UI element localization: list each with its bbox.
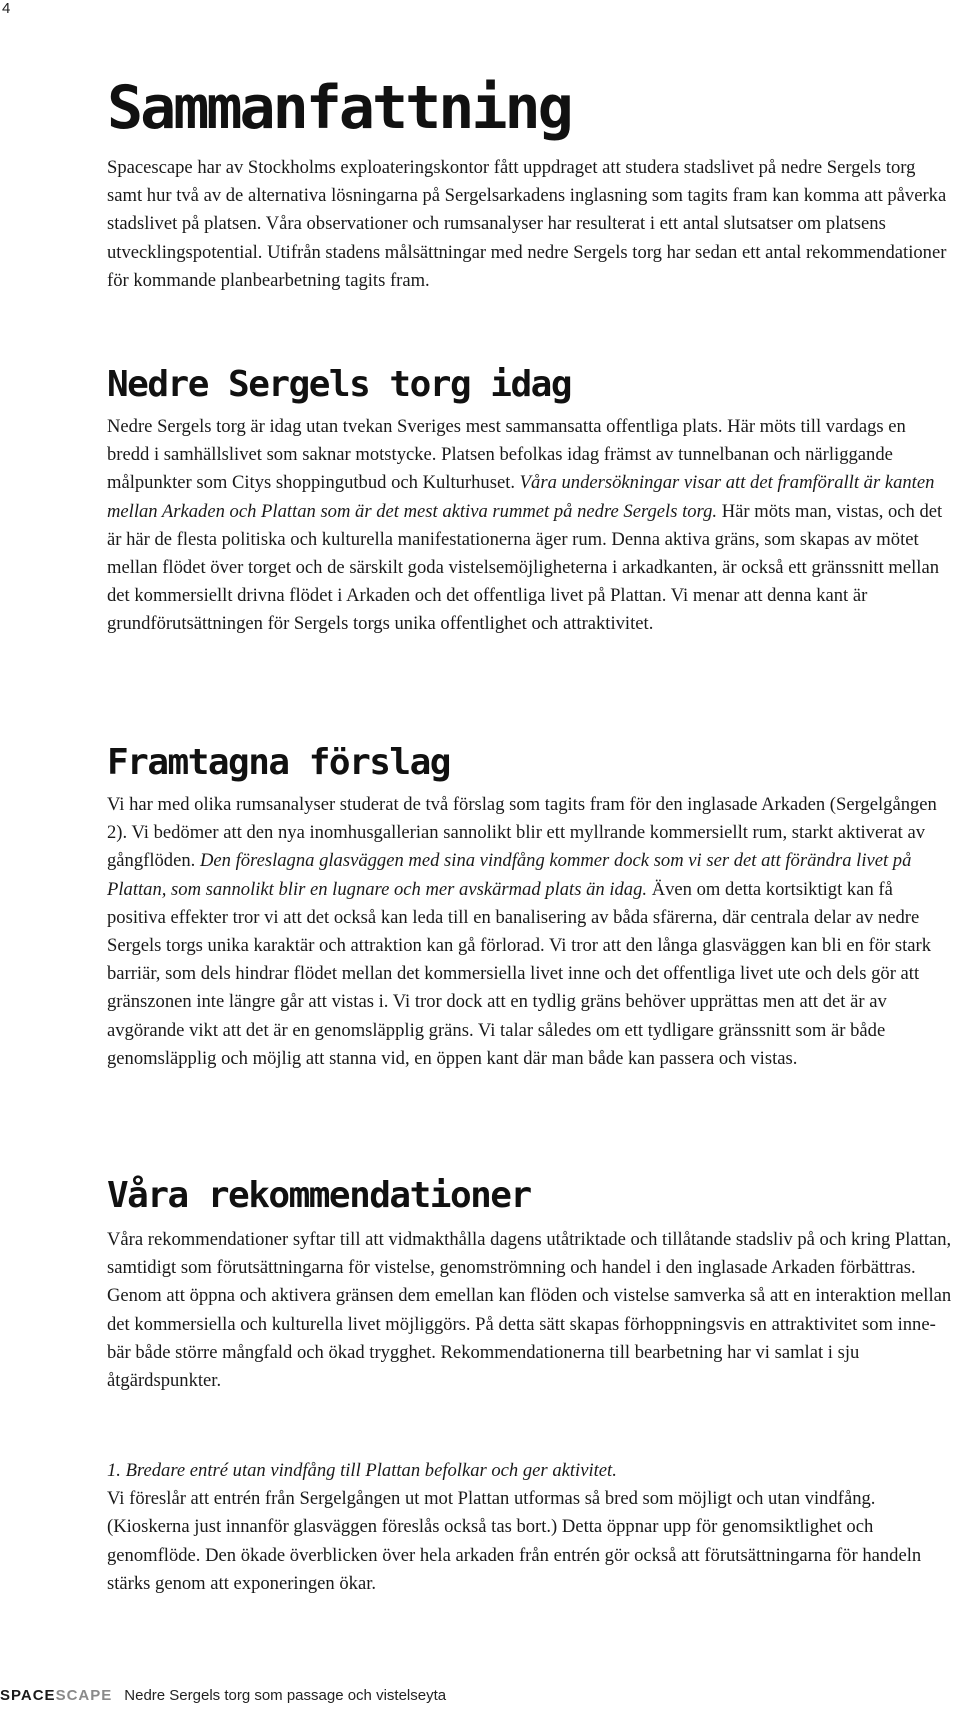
paragraph-run: Även om detta kortsiktigt kan få positiva effekter tror vi att det också kan leda till en banalisering av båda sfärerna, där centrala delar av nedre Sergels torgs unika karaktär och attraktion kan gå förlorad. Vi tror att den långa glasväggen kan bli en för stark barriär, som dels hindrar flödet mellan det kommersiella livet inne och det offentliga livet ute och dels gör att gränszonen inte längre går att vistas i. Vi tror dock att en tydlig gräns behöver upprättas men att det är av avgörande vikt att det är en genomsläpplig gräns. Vi talar således om ett tydligare gränssnitt som är både genomsläpplig och möjlig att stanna vid, en öppen kant där man både kan passera och vistas. bbox=[107, 878, 931, 1069]
paragraph-run: Spacescape har av Stockholms exploateringskontor fått uppdraget att studera stadslivet på nedre Sergels torg samt hur två av de alternativa lösningarna på Sergelsarkadens inglasning som tagits fram kan komma att påverka stadslivet på platsen. Våra observationer och rumsanalyser har resulterat i ett antal slutsatser om platsens utvecklingspotential. Utifrån stadens målsättningar med nedre Sergels torg har sedan ett antal rekommendationer för kommande planbearbetning tagits fram. bbox=[107, 157, 947, 291]
recommendation-1-title: 1. Bredare entré utan vindfång till Plattan befolkar och ger aktivitet. bbox=[107, 1460, 617, 1481]
heading-framtagna-forslag: Framtagna förslag bbox=[107, 742, 450, 783]
paragraph-run: Vi har med olika rumsanalyser studerat de två förslag som tagits fram för den inglasade Arkaden (Sergelgången 2). Vi bedömer att den nya inomhusgallerian sannolikt blir ett myllrande kommersiellt rum, starkt aktiverat av gångflöden. bbox=[107, 794, 937, 872]
paragraph-run: Våra rekommendationer syftar till att vidmakthålla dagens utåtriktade och tillåtande stadsliv på och kring Plattan, samtidigt som förutsättningarna för vistelse, genomströmning och handel i den inglasade Arkaden förbättras. Genom att öppna och aktivera gränsen dem emellan kan flöden och vistelse samverka så att en interaktion mellan det kommersiella och kulturella livet möjliggörs. På detta sätt skapas förhoppningsvis en attraktivitet som innebär både större mångfald och ökad trygghet. Rekommendationerna till bearbetning har vi samlat i sju åtgärdspunkter. bbox=[107, 1229, 952, 1392]
paragraph-vara-rekommendationer bbox=[107, 1226, 952, 1395]
recommendation-1-body: Vi föreslår att entrén från Sergelgången ut mot Plattan utformas så bred som möjligt och utan vindfång. (Kioskerna just innanför glasväggen föreslås också tas bort.) Detta öppnar upp för genomsiktlighet och genomflöde. Den ökade överblicken över hela arkaden från entrén gör också att förutsättningarna för handeln stärks genom att exponeringen ökar. bbox=[107, 1488, 922, 1594]
heading-sammanfattning: Sammanfattning bbox=[107, 73, 571, 143]
page-number: 4 bbox=[2, 0, 11, 17]
footer-brand-space: SPACE bbox=[0, 1687, 56, 1704]
paragraph-italic-run: Våra undersökningar visar att det framförallt är kanten mellan Arkaden och Plattan som är det mest aktiva rummet på nedre Sergels torg. bbox=[107, 472, 935, 522]
paragraph-run: Här möts man, vistas, och det är här de flesta politiska och kulturella manifestationerna äger rum. Denna aktiva gräns, som skapas av mötet mellan flödet över torget och de särskilt goda vistelsemöjligheterna i arkadkanten, är också ett gränssnitt mellan det kommersiellt drivna flödet i Arkaden och det offentliga livet på Plattan. Vi menar att denna kant är grundförutsättningen för Sergels torgs unika offentlighet och attraktivitet. bbox=[107, 500, 943, 635]
recommendation-1 bbox=[107, 1457, 952, 1598]
paragraph-run: Nedre Sergels torg är idag utan tvekan Sveriges mest sammansatta offentliga plats. Här möts till vardags en bredd i samhällslivet som saknar motstycke. Platsen befolkas idag främst av tunnelbanan och närliggande målpunkter som Citys shoppingutbud och Kulturhuset. bbox=[107, 416, 906, 494]
heading-nedre-sergels-torg-idag: Nedre Sergels torg idag bbox=[107, 364, 571, 405]
heading-vara-rekommendationer: Våra rekommendationer bbox=[107, 1175, 531, 1216]
paragraph-nedre-sergels-torg-idag bbox=[107, 413, 952, 639]
footer-brand-scape: SCAPE bbox=[55, 1687, 113, 1704]
paragraph-framtagna-forslag bbox=[107, 791, 952, 1073]
paragraph-sammanfattning bbox=[107, 154, 952, 295]
paragraph-italic-run: Den föreslagna glasväggen med sina vindfång kommer dock som vi ser det att förändra livet på Plattan, som sannolikt blir en lugnare och mer avskärmad plats än idag. bbox=[107, 850, 912, 900]
footer bbox=[0, 1687, 446, 1705]
footer-title: Nedre Sergels torg som passage och vistelseyta bbox=[124, 1687, 447, 1704]
